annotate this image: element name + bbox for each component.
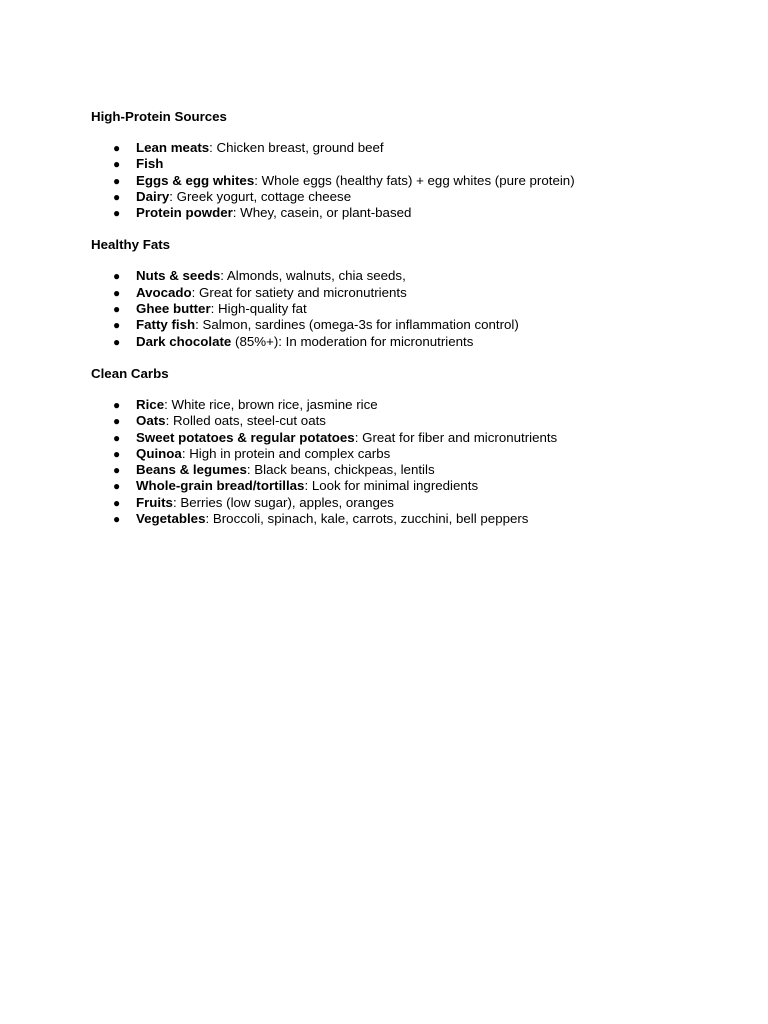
item-description: : High in protein and complex carbs [181, 445, 391, 461]
item-term: Sweet potatoes & regular potatoes [136, 429, 355, 445]
item-description: : Greek yogurt, cottage cheese [169, 188, 352, 204]
list-item [91, 413, 731, 429]
bullet-icon: ● [113, 479, 121, 494]
bullet-icon: ● [113, 302, 121, 317]
list-item [91, 462, 731, 478]
document-page [91, 108, 731, 527]
food-list [91, 397, 731, 527]
item-term: Fatty fish [136, 317, 196, 333]
bullet-icon: ● [113, 206, 121, 221]
bullet-icon: ● [113, 157, 121, 172]
item-term: Beans & legumes [136, 462, 247, 478]
food-list [91, 140, 731, 221]
bullet-icon: ● [113, 334, 121, 349]
list-item [91, 478, 731, 494]
list-item [91, 189, 731, 205]
item-term: Quinoa [136, 445, 182, 461]
list-item [91, 317, 731, 333]
list-item [91, 268, 731, 284]
bullet-icon: ● [113, 173, 121, 188]
item-term: Dark chocolate [136, 333, 232, 349]
list-item [91, 301, 731, 317]
list-item [91, 495, 731, 511]
list-item [91, 140, 731, 156]
item-term: Fruits [136, 494, 173, 510]
item-term: Ghee butter [136, 301, 211, 317]
item-description: : Chicken breast, ground beef [209, 140, 384, 155]
item-term: Rice [136, 396, 165, 412]
item-term: Avocado [136, 284, 192, 300]
bullet-icon: ● [113, 141, 121, 155]
item-description: : Great for satiety and micronutrients [191, 284, 407, 300]
item-description: : White rice, brown rice, jasmine rice [164, 396, 378, 412]
bullet-icon: ● [113, 463, 121, 478]
list-item [91, 397, 731, 413]
food-list [91, 268, 731, 349]
bullet-icon: ● [113, 285, 121, 300]
item-description: : Whole eggs (healthy fats) + egg whites (pure protein) [254, 172, 575, 188]
list-item [91, 511, 731, 527]
list-item [91, 430, 731, 446]
item-description: : Almonds, walnuts, chia seeds, [220, 268, 406, 284]
section-heading: Healthy Fats [91, 237, 171, 253]
section-healthy-fats [91, 236, 731, 349]
bullet-icon: ● [113, 446, 121, 461]
section-high-protein [91, 108, 731, 221]
bullet-icon: ● [113, 495, 121, 510]
item-description: : Salmon, sardines (omega-3s for inflammation control) [195, 317, 519, 333]
bullet-icon: ● [113, 512, 121, 527]
item-term: Protein powder [136, 205, 233, 221]
item-description: : Berries (low sugar), apples, oranges [172, 494, 394, 510]
bullet-icon: ● [113, 414, 121, 429]
item-term: Fish [136, 156, 164, 172]
item-term: Eggs & egg whites [136, 172, 255, 188]
bullet-icon: ● [113, 397, 121, 412]
list-item [91, 173, 731, 189]
list-item [91, 334, 731, 350]
item-term: Nuts & seeds [136, 268, 221, 284]
bullet-icon: ● [113, 269, 121, 284]
list-item [91, 156, 731, 172]
section-clean-carbs [91, 365, 731, 527]
bullet-icon: ● [113, 318, 121, 333]
item-description: : Great for fiber and micronutrients [354, 429, 558, 445]
item-term: Whole-grain bread/tortillas [136, 478, 305, 494]
item-description: : High-quality fat [210, 301, 307, 317]
list-item [91, 446, 731, 462]
item-term: Vegetables [136, 511, 206, 527]
item-description: (85%+): In moderation for micronutrients [231, 333, 474, 349]
bullet-icon: ● [113, 430, 121, 445]
list-item [91, 205, 731, 221]
item-term: Lean meats [136, 140, 210, 155]
item-description: : Black beans, chickpeas, lentils [246, 462, 435, 478]
list-item [91, 285, 731, 301]
item-description: : Broccoli, spinach, kale, carrots, zucchini, bell peppers [205, 511, 529, 527]
item-description: : Whey, casein, or plant-based [232, 205, 412, 221]
item-description: : Rolled oats, steel-cut oats [165, 413, 326, 429]
bullet-icon: ● [113, 189, 121, 204]
item-term: Oats [136, 413, 166, 429]
item-term: Dairy [136, 188, 170, 204]
item-description: : Look for minimal ingredients [304, 478, 479, 494]
section-heading: High-Protein Sources [91, 109, 227, 124]
section-heading: Clean Carbs [91, 365, 169, 381]
